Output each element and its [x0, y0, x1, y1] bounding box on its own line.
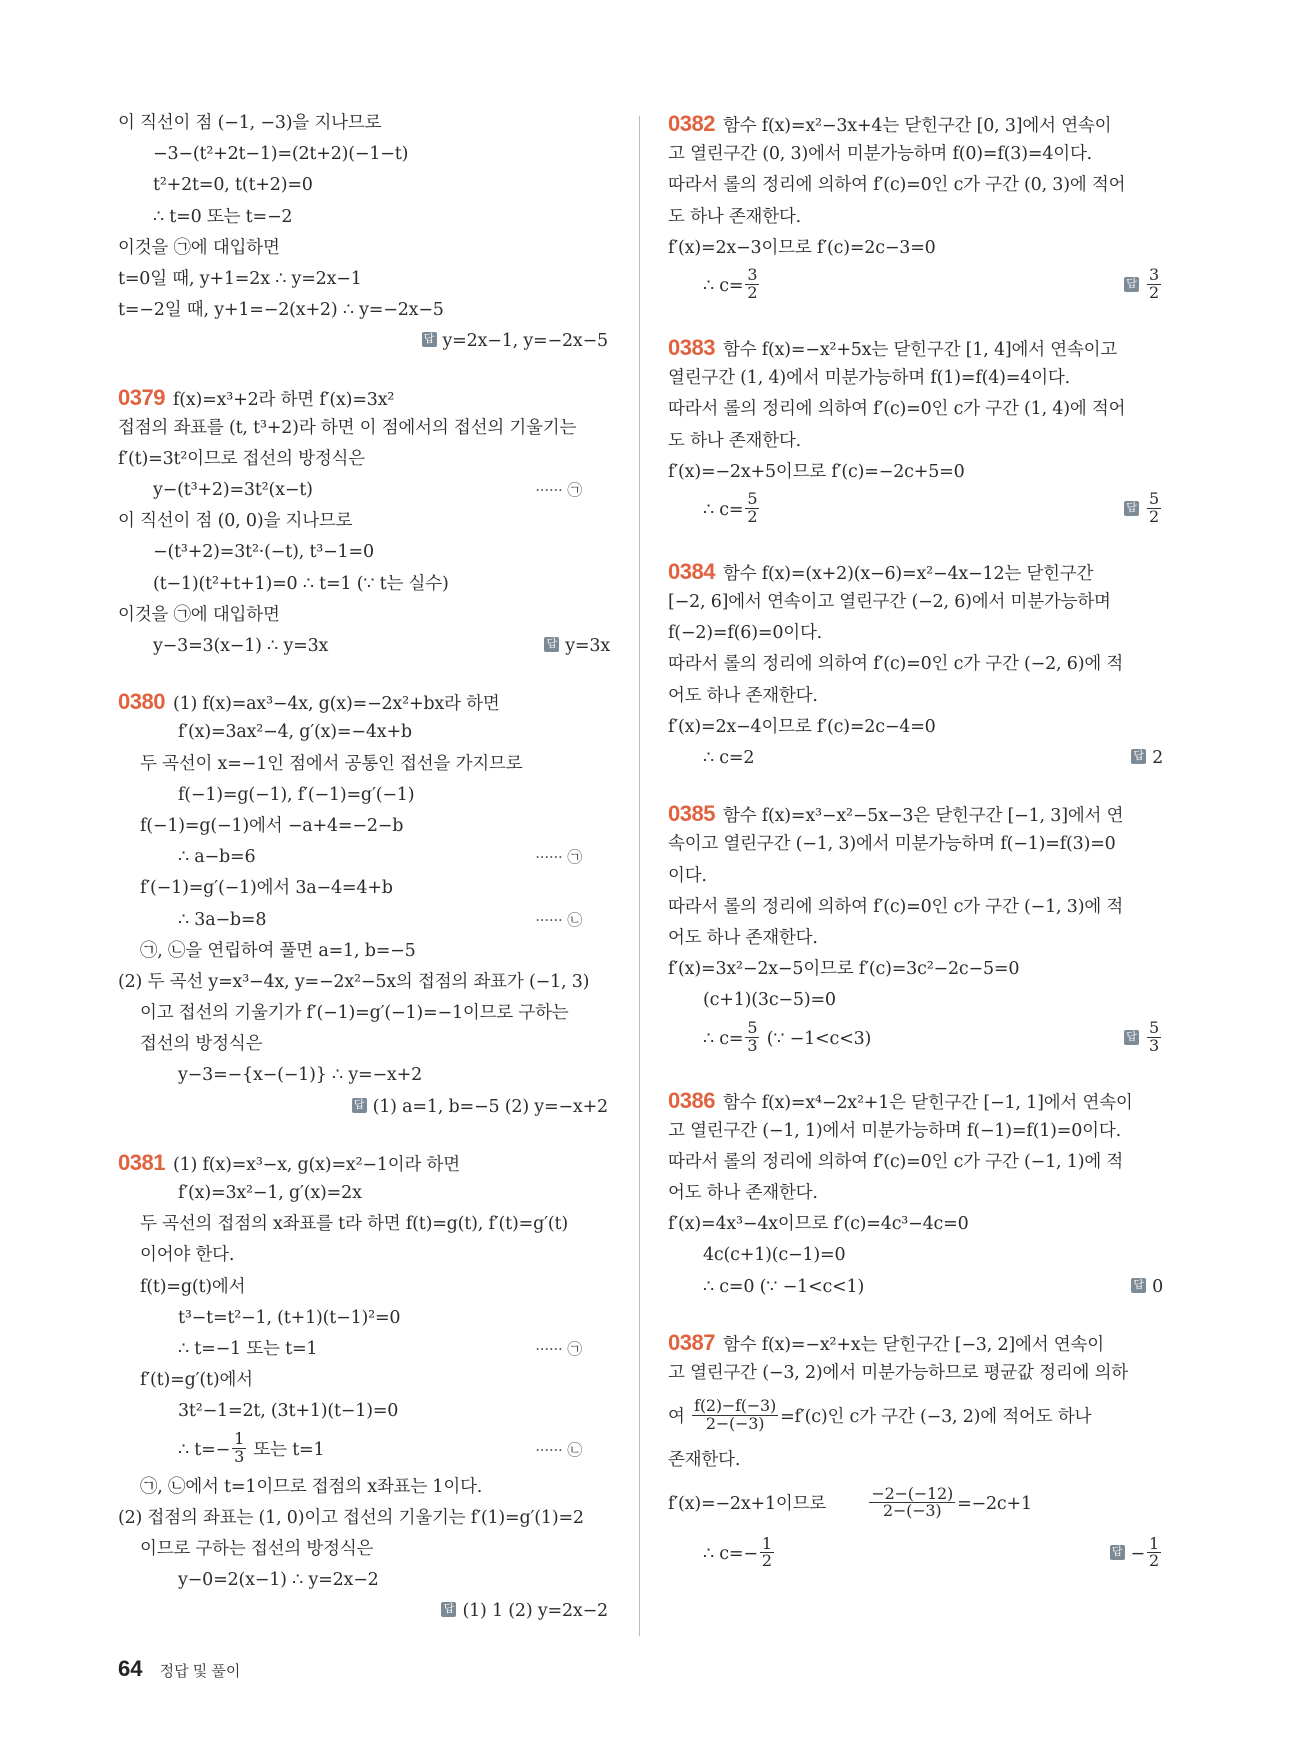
answer-value: y=3x	[565, 636, 610, 656]
math-line: f′(t)=g′(t)에서	[140, 1370, 253, 1391]
math-line: y−0=2(x−1) ∴ y=2x−2	[178, 1570, 379, 1591]
answer-line	[118, 326, 610, 357]
answer-icon: 답	[1124, 277, 1139, 292]
fraction: $\frac{-2-(-12)}{2-(-3)}$	[871, 1483, 954, 1521]
text-line: 어도 하나 존재한다.	[668, 1183, 818, 1204]
fraction: $\frac{1}{3}$	[234, 1428, 245, 1466]
fraction: $\frac{1}{2}$	[761, 1533, 772, 1571]
text-line: 이 직선이 점 (−1, −3)을 지나므로	[118, 113, 382, 133]
equation-marker: ······ ㉠	[535, 481, 582, 500]
answer-line	[1124, 488, 1163, 532]
text-line: 이것을 ㉠에 대입하면	[118, 237, 280, 258]
math-line: t=0일 때, y+1=2x ∴ y=2x−1	[118, 268, 362, 289]
math-line: f′(x)=2x−4이므로 f′(c)=2c−4=0	[668, 716, 936, 737]
text-line: 열린구간 (1, 4)에서 미분가능하며 f(1)=f(4)=4이다.	[668, 368, 1070, 389]
math-line: ∴ a−b=6 ······ ㉠	[118, 842, 610, 873]
math-line: f(t)=g(t)에서	[140, 1276, 246, 1297]
text-line: 도 하나 존재한다.	[668, 206, 802, 227]
text-line: 고 열린구간 (−1, 1)에서 미분가능하며 f(−1)=f(1)=0이다.	[668, 1120, 1121, 1141]
answer-value: 0	[1152, 1276, 1163, 1297]
math-line: −(t³+2)=3t²·(−t), t³−1=0	[153, 542, 374, 563]
text-line: 0385 함수 f(x)=x³−x²−5x−3은 닫힌구간 [−1, 3]에서 연	[668, 801, 1124, 827]
answer-line	[544, 631, 610, 662]
math-line: ∴ t=− $\frac{1}{3}$ 또는 t=1 ······ ㉡	[118, 1428, 610, 1472]
answer-icon: 답	[441, 1602, 456, 1617]
text-line: 두 곡선의 접점의 x좌표를 t라 하면 f(t)=g(t), f′(t)=g′(t)	[140, 1214, 568, 1235]
text-line: 따라서 롤의 정리에 의하여 f′(c)=0인 c가 구간 (1, 4)에 적어	[668, 399, 1126, 420]
text-line: f′(t)=3t²이므로 접선의 방정식은	[118, 448, 365, 469]
solution-intro	[118, 108, 610, 358]
left-column	[118, 108, 610, 1627]
text-line: ㉠, ㉡을 연립하여 풀면 a=1, b=−5	[140, 940, 416, 961]
section-label: 정답 및 풀이	[159, 1663, 241, 1680]
math-line: 3t²−1=2t, (3t+1)(t−1)=0	[178, 1401, 399, 1422]
answer-icon: 답	[1124, 501, 1139, 516]
math-line: ∴ 3a−b=8 ······ ㉡	[118, 905, 610, 936]
fraction: $\frac{f(2)-f(-3)}{2-(-3)}$	[694, 1396, 777, 1434]
math-line: y−3=3(x−1) ∴ y=3x 답 y=3x	[118, 631, 610, 662]
problem-number: 0383	[668, 334, 715, 360]
answer-fraction: $\frac{1}{2}$	[1149, 1533, 1159, 1571]
column-divider	[639, 116, 640, 1636]
problem-number: 0384	[668, 558, 715, 584]
problem-number: 0386	[668, 1087, 715, 1113]
answer-value: (1) a=1, b=−5 (2) y=−x+2	[372, 1096, 608, 1117]
math-line: (t−1)(t²+t+1)=0 ∴ t=1 (∵ t는 실수)	[153, 573, 449, 594]
math-line: −3−(t²+2t−1)=(2t+2)(−1−t)	[153, 144, 409, 165]
text-line: 0380 (1) f(x)=ax³−4x, g(x)=−2x²+bx라 하면	[118, 689, 500, 715]
answer-line	[1131, 1272, 1163, 1303]
page-number: 64	[118, 1656, 143, 1681]
math-line: f(−1)=g(−1)에서 −a+4=−2−b	[140, 815, 404, 836]
problem-number: 0387	[668, 1329, 715, 1355]
text-line: 존재한다.	[668, 1450, 741, 1471]
answer-icon: 답	[1131, 749, 1146, 764]
text-line: 따라서 롤의 정리에 의하여 f′(c)=0인 c가 구간 (−2, 6)에 적	[668, 654, 1124, 675]
math-line: f′(x)=−2x+1이므로 $\frac{-2-(-12)}{2-(-3)}$ =−2c+1	[668, 1483, 1032, 1521]
text-line: 0382 함수 f(x)=x²−3x+4는 닫힌구간 [0, 3]에서 연속이	[668, 111, 1112, 136]
text-line: ㉠, ㉡에서 t=1이므로 접점의 x좌표는 1이다.	[140, 1476, 483, 1497]
solution-0381	[118, 1147, 610, 1628]
text-line: [−2, 6]에서 연속이고 열린구간 (−2, 6)에서 미분가능하며	[668, 592, 1111, 613]
text-line: 두 곡선이 x=−1인 점에서 공통인 접선을 가지므로	[140, 753, 523, 774]
answer-icon: 답	[352, 1098, 367, 1113]
text-line: 따라서 롤의 정리에 의하여 f′(c)=0인 c가 구간 (−1, 1)에 적	[668, 1151, 1124, 1172]
math-line: f′(x)=3ax²−4, g′(x)=−4x+b	[178, 722, 412, 743]
answer-fraction: $\frac{5}{2}$	[1149, 489, 1159, 526]
text-line: 이어야 한다.	[140, 1245, 235, 1266]
equation-marker: ······ ㉠	[535, 848, 582, 867]
math-line: y−3=−{x−(−1)} ∴ y=−x+2	[178, 1065, 423, 1086]
math-line: f′(x)=2x−3이므로 f′(c)=2c−3=0	[668, 237, 936, 258]
text-line: 어도 하나 존재한다.	[668, 685, 818, 706]
answer-line: 답 − $\frac{1}{2}$	[1110, 1532, 1163, 1576]
answer-icon: 답	[1131, 1278, 1146, 1293]
answer-value: y=2x−1, y=−2x−5	[442, 331, 608, 352]
text-line: 이것을 ㉠에 대입하면	[118, 604, 280, 625]
solution-0383	[668, 332, 1163, 532]
math-line: f′(x)=4x³−4x이므로 f′(c)=4c³−4c=0	[668, 1214, 969, 1235]
math-line: f′(−1)=g′(−1)에서 3a−4=4+b	[140, 878, 393, 899]
result-line: ∴ c=0 (∵ −1<c<1) 답 0	[668, 1272, 1163, 1303]
problem-number: 0382	[668, 111, 715, 136]
solution-0386	[668, 1085, 1163, 1303]
answer-fraction: $\frac{5}{3}$	[1149, 1017, 1159, 1055]
text-line: 도 하나 존재한다.	[668, 430, 802, 451]
problem-number: 0380	[118, 689, 165, 715]
text-line: 속이고 열린구간 (−1, 3)에서 미분가능하며 f(−1)=f(3)=0	[668, 834, 1116, 855]
math-line: t³−t=t²−1, (t+1)(t−1)²=0	[178, 1307, 401, 1328]
math-line: t²+2t=0, t(t+2)=0	[153, 175, 313, 196]
problem-number: 0381	[118, 1149, 165, 1175]
answer-line	[1124, 264, 1163, 308]
math-line: (c+1)(3c−5)=0	[703, 990, 836, 1011]
text-line: 따라서 롤의 정리에 의하여 f′(c)=0인 c가 구간 (−1, 3)에 적	[668, 896, 1124, 917]
math-line: ∴ t=0 또는 t=−2	[153, 206, 293, 227]
result-line: ∴ c=− $\frac{1}{2}$ 답 − $\frac{1}{2}$	[668, 1532, 1163, 1576]
text-line: (2) 접점의 좌표는 (1, 0)이고 접선의 기울기는 f′(1)=g′(1)=2	[118, 1507, 584, 1528]
answer-line	[1124, 1017, 1163, 1061]
text-line: 이므로 구하는 접선의 방정식은	[140, 1538, 374, 1559]
equation-marker: ······ ㉡	[535, 1440, 582, 1459]
text-line: 접점의 좌표를 (t, t³+2)라 하면 이 점에서의 접선의 기울기는	[118, 417, 577, 438]
answer-icon: 답	[544, 637, 559, 652]
text-line: 고 열린구간 (−3, 2)에서 미분가능하므로 평균값 정리에 의하	[668, 1363, 1128, 1383]
text-line: 접선의 방정식은	[140, 1034, 263, 1055]
answer-value: (1) 1 (2) y=2x−2	[462, 1601, 608, 1622]
result-line: ∴ c=2 답 2	[668, 743, 1163, 774]
fraction: $\frac{5}{2}$	[747, 489, 758, 526]
equation-marker: ······ ㉡	[535, 910, 582, 929]
solution-0379	[118, 382, 610, 663]
fraction: $\frac{3}{2}$	[747, 265, 758, 302]
solution-0380	[118, 686, 610, 1123]
result-line: ∴ c= $\frac{5}{3}$ (∵ −1<c<3) 답 $\frac{5}{3}$	[668, 1017, 1163, 1061]
right-column	[668, 108, 1163, 1576]
answer-line	[118, 1596, 610, 1627]
math-line: 여 $\frac{f(2)-f(-3)}{2-(-3)}$ =f′(c)인 c가 구간 (−3, 2)에 적어도 하나	[668, 1396, 1092, 1434]
text-line: 0384 함수 f(x)=(x+2)(x−6)=x²−4x−12는 닫힌구간	[668, 558, 1094, 584]
math-line: f(−1)=g(−1), f′(−1)=g′(−1)	[178, 784, 415, 805]
text-line: 어도 하나 존재한다.	[668, 927, 818, 948]
math-line: f′(x)=−2x+5이므로 f′(c)=−2c+5=0	[668, 461, 965, 482]
math-line: f′(x)=3x²−1, g′(x)=2x	[178, 1183, 362, 1203]
math-line: y−(t³+2)=3t²(x−t) ······ ㉠	[118, 475, 610, 506]
text-line: 고 열린구간 (0, 3)에서 미분가능하며 f(0)=f(3)=4이다.	[668, 144, 1093, 165]
problem-number: 0379	[118, 384, 165, 410]
text-line: 0387 함수 f(x)=−x²+x는 닫힌구간 [−3, 2]에서 연속이	[668, 1329, 1104, 1355]
solution-0387	[668, 1327, 1163, 1577]
answer-line	[118, 1092, 610, 1123]
solution-0384	[668, 556, 1163, 774]
equation-marker: ······ ㉠	[535, 1339, 582, 1358]
answer-icon: 답	[1110, 1545, 1125, 1560]
text-line: 0386 함수 f(x)=x⁴−2x²+1은 닫힌구간 [−1, 1]에서 연속이	[668, 1087, 1133, 1113]
text-line: f(−2)=f(6)=0이다.	[668, 623, 823, 644]
text-line: 따라서 롤의 정리에 의하여 f′(c)=0인 c가 구간 (0, 3)에 적어	[668, 175, 1126, 196]
answer-icon: 답	[1124, 1030, 1139, 1045]
answer-line	[1131, 743, 1163, 774]
text-line: (2) 두 곡선 y=x³−4x, y=−2x²−5x의 접점의 좌표가 (−1, 3)	[118, 971, 590, 992]
math-line: f′(x)=3x²−2x−5이므로 f′(c)=3c²−2c−5=0	[668, 959, 1020, 980]
answer-value: 2	[1152, 748, 1163, 768]
text-line: 0381 (1) f(x)=x³−x, g(x)=x²−1이라 하면	[118, 1149, 460, 1175]
problem-number: 0385	[668, 801, 715, 827]
fraction: $\frac{5}{3}$	[747, 1017, 758, 1055]
text-line: 0379 f(x)=x³+2라 하면 f′(x)=3x²	[118, 384, 395, 410]
answer-icon: 답	[422, 332, 437, 347]
answer-fraction: $\frac{3}{2}$	[1149, 265, 1159, 302]
text-line: 0383 함수 f(x)=−x²+5x는 닫힌구간 [1, 4]에서 연속이고	[668, 334, 1118, 360]
solution-0385	[668, 798, 1163, 1060]
result-line: ∴ c= $\frac{5}{2}$ 답 $\frac{5}{2}$	[668, 488, 1163, 532]
result-line: ∴ c= $\frac{3}{2}$ 답 $\frac{3}{2}$	[668, 264, 1163, 308]
solution-0382	[668, 108, 1163, 308]
math-line: 4c(c+1)(c−1)=0	[703, 1245, 846, 1266]
text-line: 이 직선이 점 (0, 0)을 지나므로	[118, 511, 353, 532]
page-footer	[118, 1656, 240, 1682]
text-line: 이고 접선의 기울기가 f′(−1)=g′(−1)=−1이므로 구하는	[140, 1003, 569, 1024]
text-line: 이다.	[668, 865, 707, 886]
math-line: ∴ t=−1 또는 t=1 ······ ㉠	[118, 1334, 610, 1365]
math-line: t=−2일 때, y+1=−2(x+2) ∴ y=−2x−5	[118, 300, 444, 321]
